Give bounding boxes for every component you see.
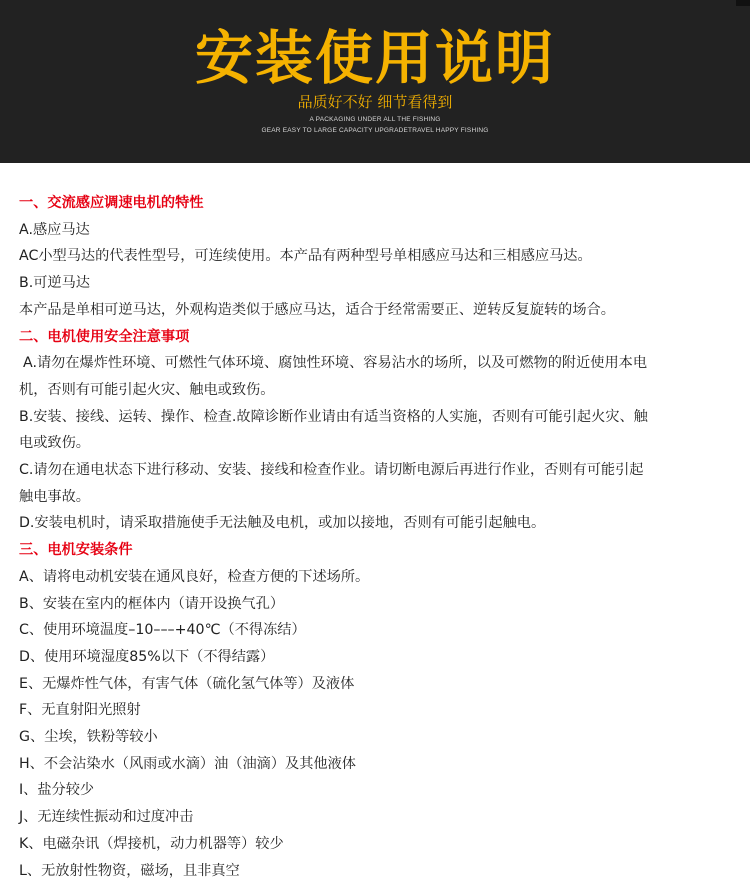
section-heading-2: 二、电机使用安全注意事项 xyxy=(19,328,190,345)
list-item: G、尘埃，铁粉等较小 xyxy=(19,729,158,746)
list-item: F、无直射阳光照射 xyxy=(19,702,141,719)
text-line: C.请勿在通电状态下进行移动、安装、接线和检查作业。请切断电源后再进行作业，否则有可能引起 xyxy=(19,462,644,479)
banner-english-line-2: GEAR EASY TO LARGE CAPACITY UPGRADETRAVEL HAPPY FISHING xyxy=(261,127,489,134)
list-item: C、使用环境温度–10–––+40℃（不得冻结） xyxy=(19,622,306,639)
list-item: A、请将电动机安装在通风良好，检查方便的下述场所。 xyxy=(19,568,370,585)
instructions-content xyxy=(19,190,741,884)
list-item: J、无连续性振动和过度冲击 xyxy=(19,809,194,826)
banner-english-line-1: A PACKAGING UNDER ALL THE FISHING xyxy=(309,116,441,123)
list-item: E、无爆炸性气体，有害气体（硫化氢气体等）及液体 xyxy=(19,675,355,692)
text-line: 触电事故。 xyxy=(19,488,90,505)
header-banner xyxy=(0,0,750,163)
section-heading-3: 三、电机安装条件 xyxy=(19,542,133,559)
text-line: 本产品是单相可逆马达，外观构造类似于感应马达，适合于经常需要正、逆转反复旋转的场合。 xyxy=(19,301,615,318)
list-item: K、电磁杂讯（焊接机，动力机器等）较少 xyxy=(19,835,284,852)
list-item: H、不会沾染水（风雨或水滴）油（油滴）及其他液体 xyxy=(19,755,356,772)
text-line: A.感应马达 xyxy=(19,221,90,238)
banner-subtitle: 品质好不好 细节看得到 xyxy=(297,93,453,111)
list-item: L、无放射性物资，磁场，且非真空 xyxy=(19,862,240,879)
list-item: D、使用环境湿度85%以下（不得结露） xyxy=(19,648,275,665)
text-line: B.可逆马达 xyxy=(19,275,90,292)
text-line: AC小型马达的代表性型号，可连续使用。本产品有两种型号单相感应马达和三相感应马达。 xyxy=(19,248,592,265)
section-heading-1: 一、交流感应调速电机的特性 xyxy=(19,195,204,211)
text-line: B.安装、接线、运转、操作、检查.故障诊断作业请由有适当资格的人实施，否则有可能引起火灾、触 xyxy=(19,408,648,425)
text-line: 电或致伤。 xyxy=(19,435,90,452)
text-line: A.请勿在爆炸性环境、可燃性气体环境、腐蚀性环境、容易沾水的场所，以及可燃物的附近使用本电 xyxy=(23,355,648,372)
list-item: B、安装在室内的框体内（请开设换气孔） xyxy=(19,595,285,612)
text-line: 机，否则有可能引起火灾、触电或致伤。 xyxy=(19,381,275,398)
banner-title: 安装使用说明 xyxy=(194,24,555,92)
list-item: I、盐分较少 xyxy=(19,782,95,799)
corner-mark xyxy=(736,0,750,6)
text-line: D.安装电机时，请采取措施使手无法触及电机，或加以接地，否则有可能引起触电。 xyxy=(19,515,546,532)
